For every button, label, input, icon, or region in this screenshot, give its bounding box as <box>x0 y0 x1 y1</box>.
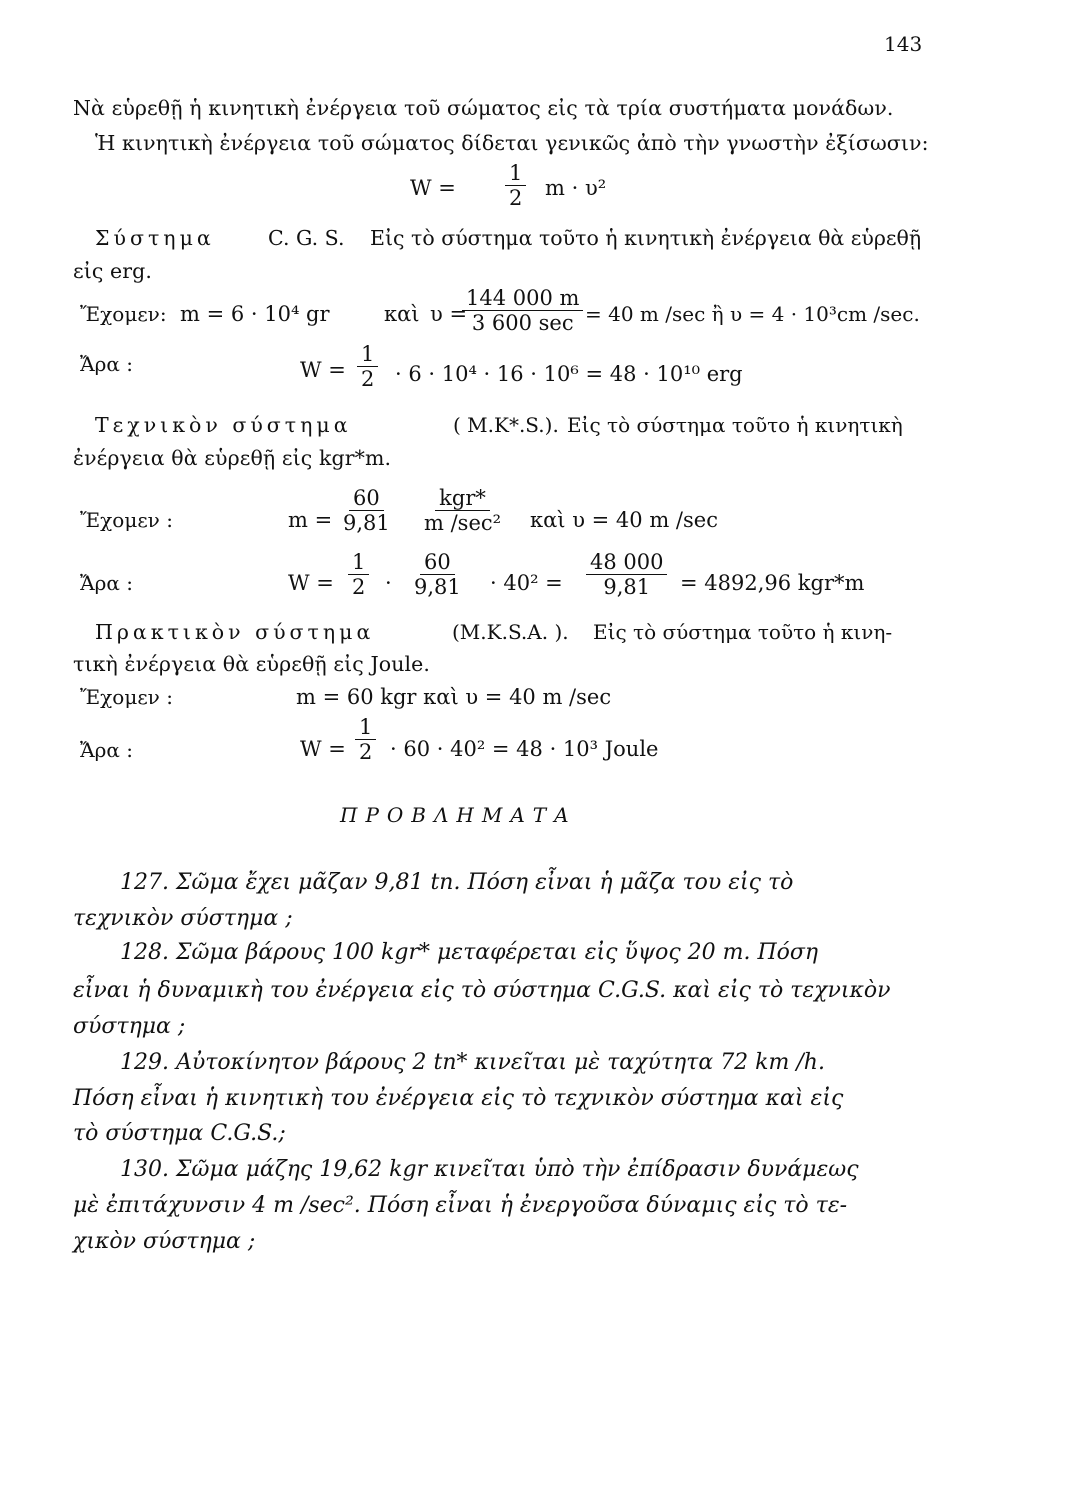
fraction-numerator: kgr* <box>435 487 490 511</box>
problems-heading: ΠΡΟΒΛΗΜΑΤΑ <box>340 803 577 827</box>
fraction-denominator: 2 <box>352 575 366 600</box>
tech-title: Τεχνικὸν σύστημα <box>95 413 352 437</box>
tech-w-fraction-3 <box>586 551 667 599</box>
fraction-denominator: 2 <box>361 367 375 392</box>
prakt-code: (M.K.S.A. ). <box>452 620 569 644</box>
fraction-denominator: 2 <box>509 186 523 211</box>
tech-w-middle: · 40² = <box>490 571 563 595</box>
tech-m-lhs: m = <box>288 508 333 532</box>
intro-line-2: Ἡ κινητικὴ ἐνέργεια τοῦ σώματος δίδεται γενικῶς ἀπὸ τὴν γνωστὴν ἐξίσωσιν: <box>95 131 929 155</box>
cgs-u-result: = 40 m /sec ἢ υ = 4 · 10³cm /sec. <box>585 302 920 326</box>
tech-text-1: Εἰς τὸ σύστημα τοῦτο ἡ κινητικὴ <box>567 413 903 437</box>
cgs-code: C. G. S. <box>268 226 345 250</box>
fraction-numerator: 144 000 m <box>462 287 583 311</box>
prakt-w-rest: · 60 · 40² = 48 · 10³ Joule <box>390 737 659 761</box>
cgs-w-fraction <box>357 343 378 391</box>
fraction-denominator: m /sec² <box>424 511 502 536</box>
problem-130-line-3: χικὸν σύστημα ; <box>73 1229 256 1254</box>
tech-ara-label: Ἄρα : <box>80 571 134 595</box>
fraction-numerator: 60 <box>349 487 384 511</box>
prakt-title: Πρακτικὸν σύστημα <box>95 620 375 644</box>
problem-127-line-2: τεχνικὸν σύστημα ; <box>73 906 293 931</box>
tech-exomen-label: Ἔχομεν : <box>80 508 173 532</box>
fraction-denominator: 9,81 <box>603 575 651 600</box>
cgs-ara-label: Ἄρα : <box>80 352 134 376</box>
cgs-u-lhs: υ = <box>430 302 468 326</box>
problem-129-line-1: 129. Αὐτοκίνητον βάρους 2 tn* κινεῖται μὲ ταχύτητα 72 km /h. <box>120 1050 825 1075</box>
tech-w-result: = 4892,96 kgr*m <box>680 571 865 595</box>
cgs-text-2: εἰς erg. <box>73 259 153 283</box>
tech-u-expression: καὶ υ = 40 m /sec <box>530 508 718 532</box>
cgs-w-lhs: W = <box>300 358 346 382</box>
general-formula-lhs: W = <box>410 176 456 200</box>
fraction-numerator: 1 <box>357 343 378 367</box>
tech-w-fraction-2 <box>410 551 465 599</box>
fraction-numerator: 1 <box>355 716 376 740</box>
tech-w-dot: · <box>385 571 392 595</box>
prakt-ara-label: Ἄρα : <box>80 738 134 762</box>
problem-130-line-2: μὲ ἐπιτάχυνσιν 4 m /sec². Πόση εἶναι ἡ ἐνεργοῦσα δύναμις εἰς τὸ τε- <box>73 1193 848 1218</box>
problem-128-line-2: εἶναι ἡ δυναμικὴ του ἐνέργεια εἰς τὸ σύστημα C.G.S. καὶ εἰς τὸ τεχνικὸν <box>73 978 891 1003</box>
general-formula-rhs: m · υ² <box>545 176 607 200</box>
prakt-exomen-label: Ἔχομεν : <box>80 685 173 709</box>
general-formula-fraction <box>505 162 526 210</box>
prakt-m-expression: m = 60 kgr καὶ υ = 40 m /sec <box>296 685 612 709</box>
fraction-denominator: 3 600 sec <box>471 311 574 336</box>
cgs-m-expression: m = 6 · 10⁴ gr <box>180 302 330 326</box>
problem-128-line-1: 128. Σῶμα βάρους 100 kgr* μεταφέρεται εἰς ὕψος 20 m. Πόση <box>120 940 819 965</box>
fraction-numerator: 48 000 <box>586 551 667 575</box>
tech-w-lhs: W = <box>288 571 334 595</box>
page-number: 143 <box>884 32 923 56</box>
fraction-denominator: 9,81 <box>414 575 461 600</box>
fraction-numerator: 60 <box>420 551 455 575</box>
cgs-exomen-label: Ἔχομεν: <box>80 302 167 326</box>
cgs-text-1: Εἰς τὸ σύστημα τοῦτο ἡ κινητικὴ ἐνέργεια θὰ εὑρεθῇ <box>370 226 922 250</box>
problem-129-line-3: τὸ σύστημα C.G.S.; <box>73 1121 286 1146</box>
fraction-numerator: 1 <box>505 162 526 186</box>
problem-128-line-3: σύστημα ; <box>73 1014 186 1039</box>
problem-130-line-1: 130. Σῶμα μάζης 19,62 kgr κινεῖται ὑπὸ τὴν ἐπίδρασιν δυνάμεως <box>120 1157 859 1182</box>
intro-line-1: Νὰ εὑρεθῇ ἡ κινητικὴ ἐνέργεια τοῦ σώματος εἰς τὰ τρία συστήματα μονάδων. <box>73 96 894 120</box>
cgs-kai: καὶ <box>384 302 420 326</box>
prakt-text-1: Εἰς τὸ σύστημα τοῦτο ἡ κινη- <box>593 620 893 644</box>
prakt-w-lhs: W = <box>300 737 346 761</box>
tech-w-fraction-1 <box>348 551 369 599</box>
prakt-text-2: τικὴ ἐνέργεια θὰ εὑρεθῇ εἰς Joule. <box>73 652 431 676</box>
tech-code: ( M.K*.S.). <box>453 413 559 437</box>
problem-129-line-2: Πόση εἶναι ἡ κινητικὴ του ἐνέργεια εἰς τὸ τεχνικὸν σύστημα καὶ εἰς <box>73 1086 844 1111</box>
fraction-numerator: 1 <box>348 551 369 575</box>
cgs-title: Σύστημα <box>95 226 215 250</box>
prakt-w-fraction <box>355 716 376 764</box>
fraction-denominator: 2 <box>359 740 373 765</box>
fraction-denominator: 9,81 <box>343 511 390 536</box>
problem-127-line-1: 127. Σῶμα ἔχει μᾶζαν 9,81 tn. Πόση εἶναι ἡ μᾶζα του εἰς τὸ <box>120 870 794 895</box>
cgs-velocity-fraction <box>462 287 583 335</box>
cgs-w-rest: · 6 · 10⁴ · 16 · 10⁶ = 48 · 10¹⁰ erg <box>395 362 743 386</box>
tech-m-fraction-2 <box>420 487 505 535</box>
tech-text-2: ἐνέργεια θὰ εὑρεθῇ εἰς kgr*m. <box>73 446 392 470</box>
tech-m-fraction-1 <box>339 487 394 535</box>
